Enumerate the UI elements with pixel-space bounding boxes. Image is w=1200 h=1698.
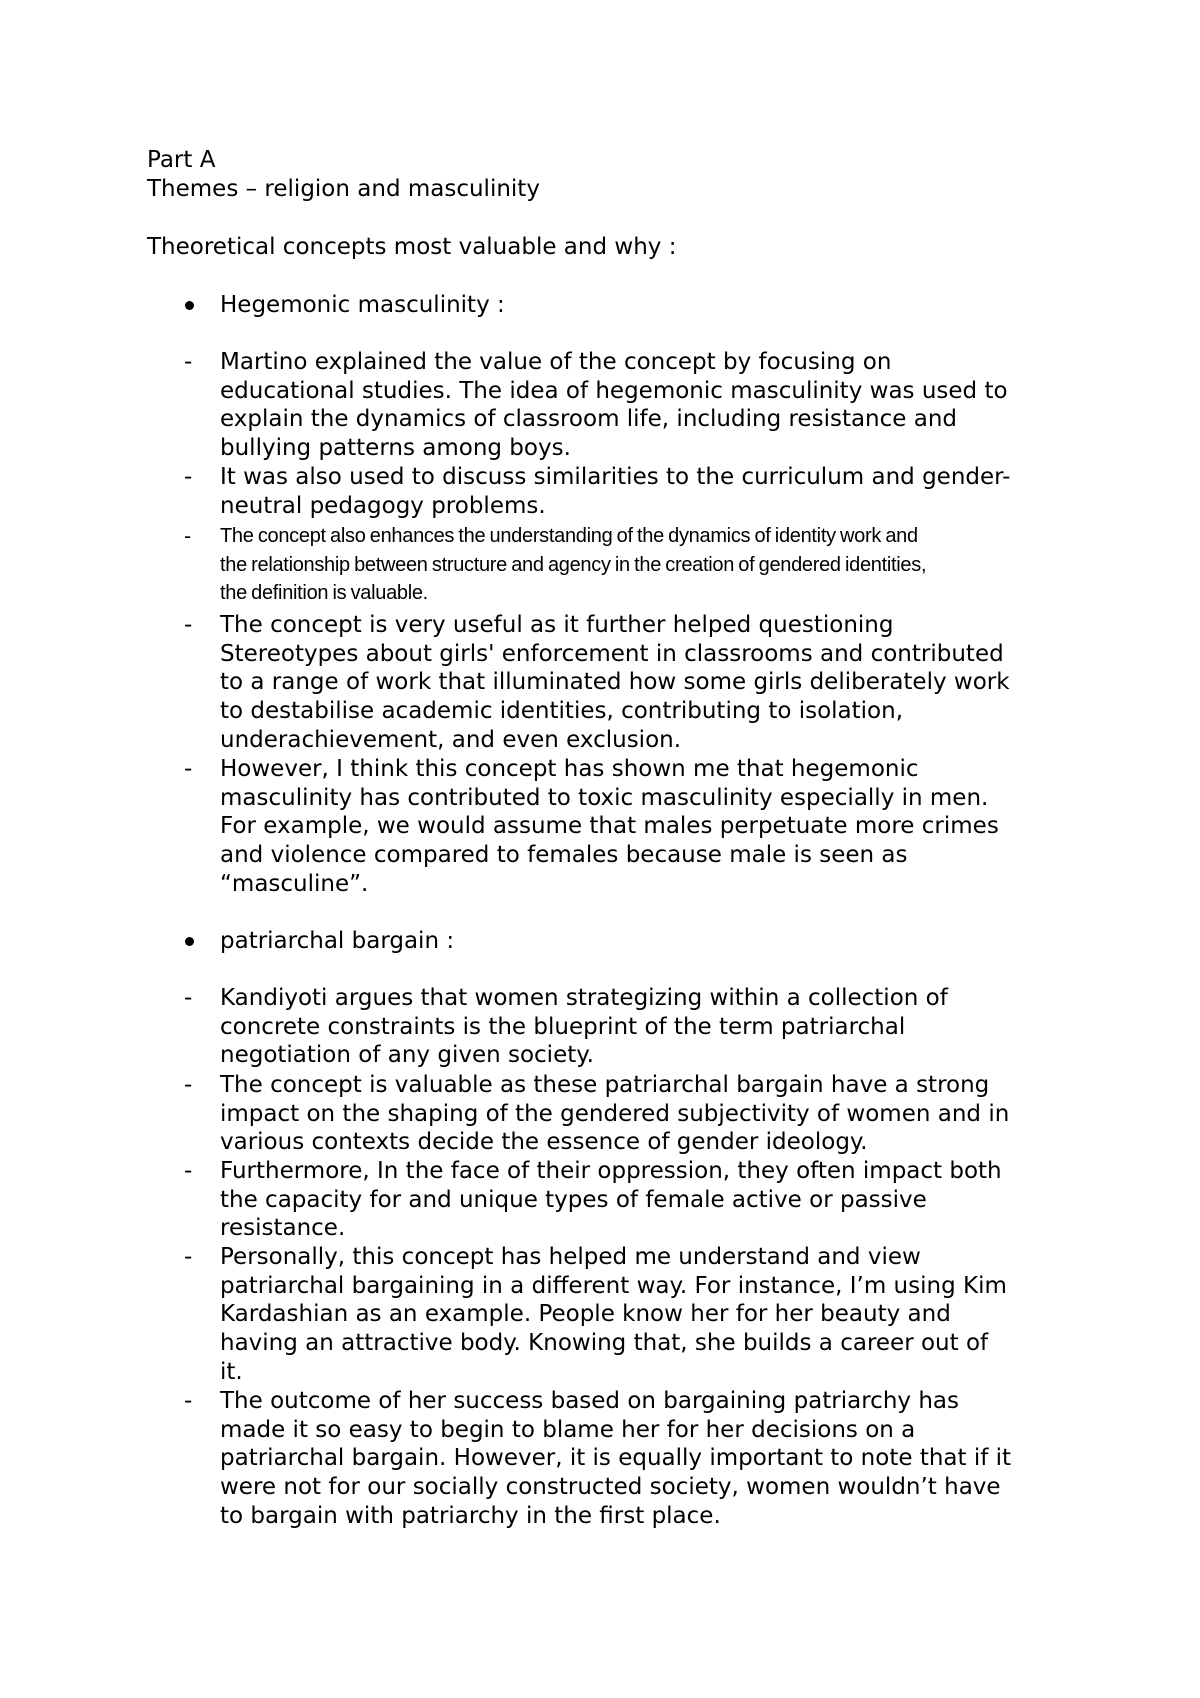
dash-icon: - xyxy=(184,1244,193,1270)
item-line: it. xyxy=(220,1358,243,1385)
item-line: Furthermore, In the face of their oppression, they often impact both xyxy=(220,1158,1002,1184)
item-line: having an attractive body. Knowing that, she builds a career out of xyxy=(220,1330,989,1357)
item-line: Kandiyoti argues that women strategizing within a collection of xyxy=(220,985,948,1011)
item-line: resistance. xyxy=(220,1215,346,1242)
intro-line: Theoretical concepts most valuable and why : xyxy=(147,234,677,260)
item-line: patriarchal bargaining in a different way. For instance, I’m using Kim xyxy=(220,1272,1007,1299)
item-line: impact on the shaping of the gendered subjectivity of women and in xyxy=(220,1100,1010,1127)
item-line: The outcome of her success based on bargaining patriarchy has xyxy=(220,1388,959,1414)
themes-line: Themes – religion and masculinity xyxy=(147,176,540,202)
item-line: The concept is very useful as it further helped questioning xyxy=(220,612,894,638)
item-line: However, I think this concept has shown me that hegemonic xyxy=(220,756,919,782)
item-line: For example, we would assume that males perpetuate more crimes xyxy=(220,813,999,840)
item-line: negotiation of any given society. xyxy=(220,1042,594,1069)
dash-icon: - xyxy=(184,524,192,548)
item-line: the relationship between structure and agency in the creation of gendered identities, xyxy=(220,553,927,576)
item-line: “masculine”. xyxy=(220,870,369,897)
item-line: The concept is valuable as these patriarchal bargain have a strong xyxy=(220,1072,990,1098)
item-line: bullying patterns among boys. xyxy=(220,435,571,462)
item-line: educational studies. The idea of hegemonic masculinity was used to xyxy=(220,377,1008,404)
item-line: It was also used to discuss similarities to the curriculum and gender- xyxy=(220,464,1011,490)
dash-icon: - xyxy=(184,1388,193,1414)
dash-icon: - xyxy=(184,756,193,782)
part-label: Part A xyxy=(147,147,216,173)
item-line: were not for our socially constructed society, women wouldn’t have xyxy=(220,1474,1001,1501)
dash-icon: - xyxy=(184,1072,193,1098)
dash-icon: - xyxy=(184,349,193,375)
item-line: The concept also enhances the understanding of the dynamics of identity work and xyxy=(220,525,918,547)
item-line: to bargain with patriarchy in the first place. xyxy=(220,1502,721,1529)
item-line: various contexts decide the essence of gender ideology. xyxy=(220,1129,868,1156)
item-line: the definition is valuable. xyxy=(220,582,428,605)
item-line: and violence compared to females because male is seen as xyxy=(220,842,908,869)
bullet-dot-icon xyxy=(185,937,194,946)
item-line: the capacity for and unique types of female active or passive xyxy=(220,1186,927,1213)
item-line: to a range of work that illuminated how some girls deliberately work xyxy=(220,669,1010,696)
bullet-dot-icon xyxy=(185,301,194,310)
item-line: neutral pedagogy problems. xyxy=(220,492,546,519)
item-line: underachievement, and even exclusion. xyxy=(220,726,682,753)
item-line: Martino explained the value of the concept by focusing on xyxy=(220,349,892,375)
item-line: explain the dynamics of classroom life, including resistance and xyxy=(220,406,958,433)
dash-icon: - xyxy=(184,1158,193,1184)
dash-icon: - xyxy=(184,985,193,1011)
item-line: made it so easy to begin to blame her for her decisions on a xyxy=(220,1416,916,1443)
dash-icon: - xyxy=(184,612,193,638)
item-line: Personally, this concept has helped me understand and view xyxy=(220,1244,921,1270)
section-heading: patriarchal bargain : xyxy=(220,928,455,954)
item-line: Kardashian as an example. People know her for her beauty and xyxy=(220,1301,951,1328)
item-line: masculinity has contributed to toxic masculinity especially in men. xyxy=(220,784,989,811)
item-line: concrete constraints is the blueprint of the term patriarchal xyxy=(220,1013,906,1040)
item-line: Stereotypes about girls' enforcement in classrooms and contributed xyxy=(220,640,1004,667)
section-heading: Hegemonic masculinity : xyxy=(220,292,505,318)
item-line: to destabilise academic identities, contributing to isolation, xyxy=(220,698,904,725)
item-line: patriarchal bargain. However, it is equally important to note that if it xyxy=(220,1445,1012,1472)
dash-icon: - xyxy=(184,464,193,490)
